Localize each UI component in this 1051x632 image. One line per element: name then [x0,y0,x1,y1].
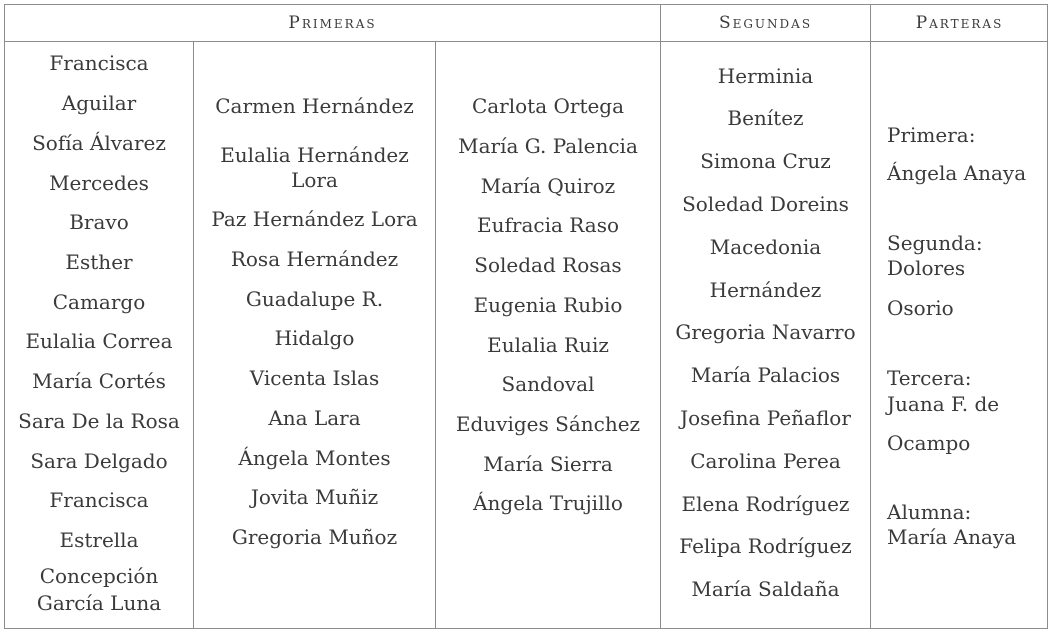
name-cell: García Luna [36,591,162,615]
name-cell: Hidalgo [274,326,355,350]
name-cell: Mercedes [49,171,149,195]
table-frame [4,4,1048,629]
name-cell: Eulalia Hernández [220,143,409,167]
name-cell: Francisca [49,51,149,75]
name-cell: María Cortés [32,369,166,393]
name-cell: Josefina Peñaflor [680,406,851,430]
name-cell: Ángela Montes [238,446,391,470]
name-cell: Eufracia Raso [477,213,619,237]
name-cell: Sofía Álvarez [32,131,166,155]
name-cell: Sara Delgado [30,449,168,473]
name-cell: Simona Cruz [700,149,831,173]
name-cell: Rosa Hernández [230,247,399,271]
name-cell: Ángela Anaya [887,161,1027,185]
header-divider [5,41,1047,42]
name-cell: María Anaya [887,525,1017,549]
name-cell: Eulalia Correa [25,329,173,353]
name-cell: Eduviges Sánchez [455,412,641,436]
name-cell: Concepción [39,564,159,588]
name-cell: Macedonia [709,235,822,259]
name-cell: Herminia [717,64,814,88]
name-cell: María Sierra [483,452,613,476]
name-cell: Juana F. de [887,392,1000,416]
rank-label: Segunda: [887,231,983,255]
name-cell: Estrella [59,528,139,552]
rank-label: Primera: [887,123,976,147]
name-cell: María G. Palencia [458,134,638,158]
name-cell: Sandoval [501,372,595,396]
name-cell: Soledad Doreins [682,192,849,216]
name-cell: Esther [65,250,133,274]
name-cell: Vicenta Islas [249,366,380,390]
name-cell: Paz Hernández Lora [211,207,418,231]
name-cell: Eugenia Rubio [473,293,623,317]
name-cell: Hernández [709,278,822,302]
name-cell: Guadalupe R. [245,287,384,311]
header-segundas: Segundas [718,13,813,33]
header-parteras: Parteras [915,13,1004,33]
name-cell: Ana Lara [268,406,361,430]
name-cell: María Palacios [690,363,841,387]
name-cell: Ángela Trujillo [473,491,623,515]
name-cell: Soledad Rosas [474,253,622,277]
header-primeras: Primeras [288,13,377,33]
name-cell: Carlota Ortega [471,94,625,118]
name-cell: Aguilar [61,91,137,115]
name-cell: Felipa Rodríguez [679,534,852,558]
name-cell: Sara De la Rosa [18,409,180,433]
name-cell: Jovita Muñiz [250,485,379,509]
name-cell: Elena Rodríguez [681,492,850,516]
name-cell: Osorio [887,296,954,320]
name-cell: Lora [291,168,338,192]
name-cell: Bravo [69,210,129,234]
name-cell: María Quiroz [480,174,616,198]
name-cell: Benítez [727,106,804,130]
name-cell: Gregoria Muñoz [231,525,398,549]
name-cell: Francisca [49,488,149,512]
name-cell: Eulalia Ruiz [487,333,609,357]
name-cell: Carmen Hernández [215,94,414,118]
name-cell: Gregoria Navarro [675,320,856,344]
name-cell: Camargo [52,290,146,314]
name-cell: Carolina Perea [690,449,841,473]
rank-label: Tercera: [887,366,972,390]
rank-label: Alumna: [887,500,972,524]
name-cell: Ocampo [887,431,971,455]
name-cell: María Saldaña [691,577,840,601]
name-cell: Dolores [887,256,966,280]
divider [870,5,871,628]
